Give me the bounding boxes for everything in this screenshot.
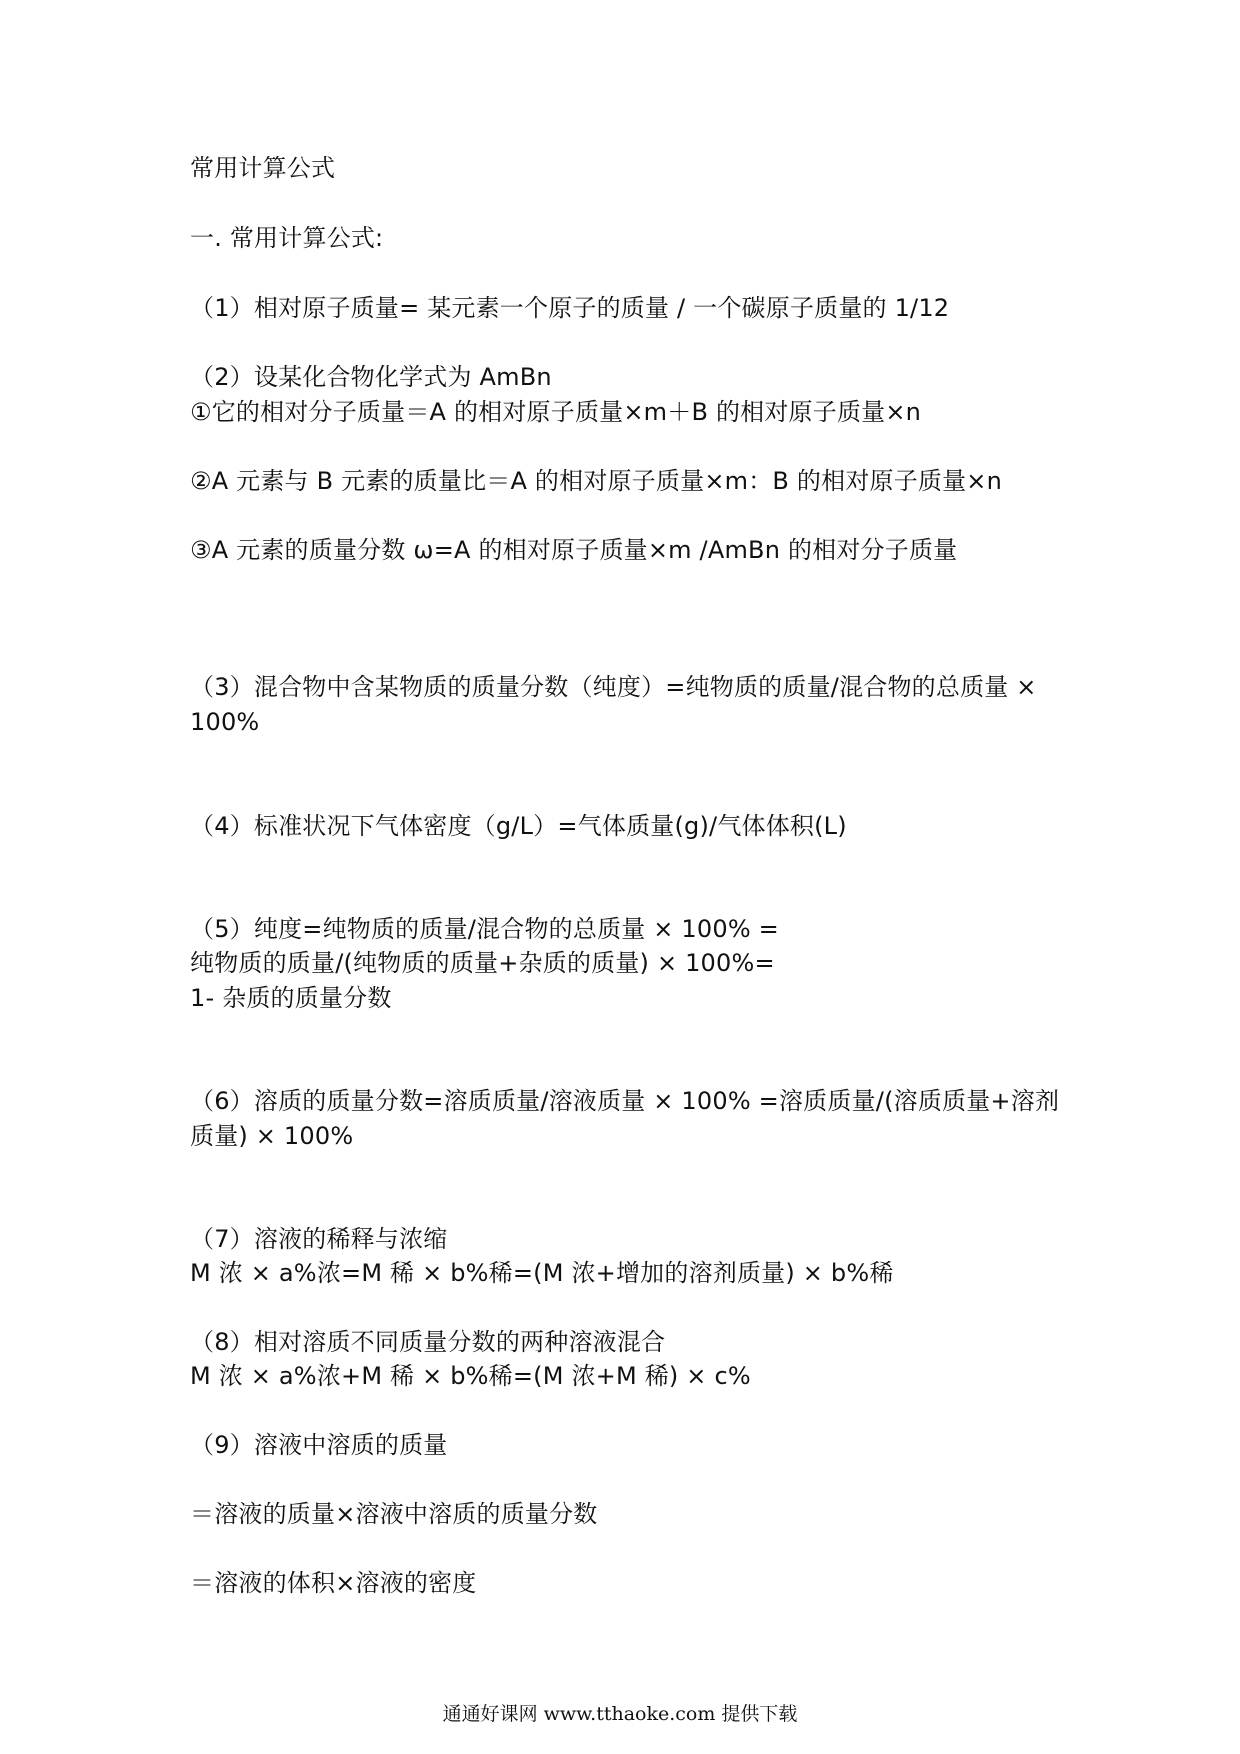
- formula-6-a: （6）溶质的质量分数=溶质质量/溶液质量 × 100% =溶质质量/(溶质质量+溶剂: [190, 1087, 1060, 1115]
- formula-2-intro: （2）设某化合物化学式为 AmBn: [190, 363, 552, 391]
- formula-9-c: ＝溶液的体积×溶液的密度: [190, 1569, 477, 1597]
- formula-2-b: ②A 元素与 B 元素的质量比＝A 的相对原子质量×m：B 的相对原子质量×n: [190, 467, 1003, 495]
- formula-4: （4）标准状况下气体密度（g/L）=气体质量(g)/气体体积(L): [190, 812, 847, 840]
- formula-8-a: （8）相对溶质不同质量分数的两种溶液混合: [190, 1328, 666, 1356]
- formula-3-a: （3）混合物中含某物质的质量分数（纯度）=纯物质的质量/混合物的总质量 ×: [190, 673, 1037, 701]
- formula-2-a: ①它的相对分子质量＝A 的相对原子质量×m＋B 的相对原子质量×n: [190, 398, 922, 426]
- formula-7-b: M 浓 × a%浓=M 稀 × b%稀=(M 浓+增加的溶剂质量) × b%稀: [190, 1259, 894, 1287]
- formula-6-b: 质量) × 100%: [190, 1122, 354, 1150]
- section-heading: 一. 常用计算公式:: [190, 224, 384, 252]
- document-title: 常用计算公式: [190, 154, 336, 182]
- formula-3-b: 100%: [190, 708, 260, 736]
- formula-9-b: ＝溶液的质量×溶液中溶质的质量分数: [190, 1500, 598, 1528]
- formula-5-b: 纯物质的质量/(纯物质的质量+杂质的质量) × 100%=: [190, 949, 775, 977]
- formula-7-a: （7）溶液的稀释与浓缩: [190, 1225, 448, 1253]
- formula-5-c: 1- 杂质的质量分数: [190, 984, 392, 1012]
- formula-5-a: （5）纯度=纯物质的质量/混合物的总质量 × 100% =: [190, 915, 779, 943]
- formula-9-a: （9）溶液中溶质的质量: [190, 1431, 448, 1459]
- formula-2-c: ③A 元素的质量分数 ω=A 的相对原子质量×m /AmBn 的相对分子质量: [190, 536, 958, 564]
- formula-8-b: M 浓 × a%浓+M 稀 × b%稀=(M 浓+M 稀) × c%: [190, 1362, 751, 1390]
- page-footer: 通通好课网 www.tthaoke.com 提供下载: [442, 1703, 798, 1725]
- formula-1: （1）相对原子质量= 某元素一个原子的质量 / 一个碳原子质量的 1/12: [190, 294, 950, 322]
